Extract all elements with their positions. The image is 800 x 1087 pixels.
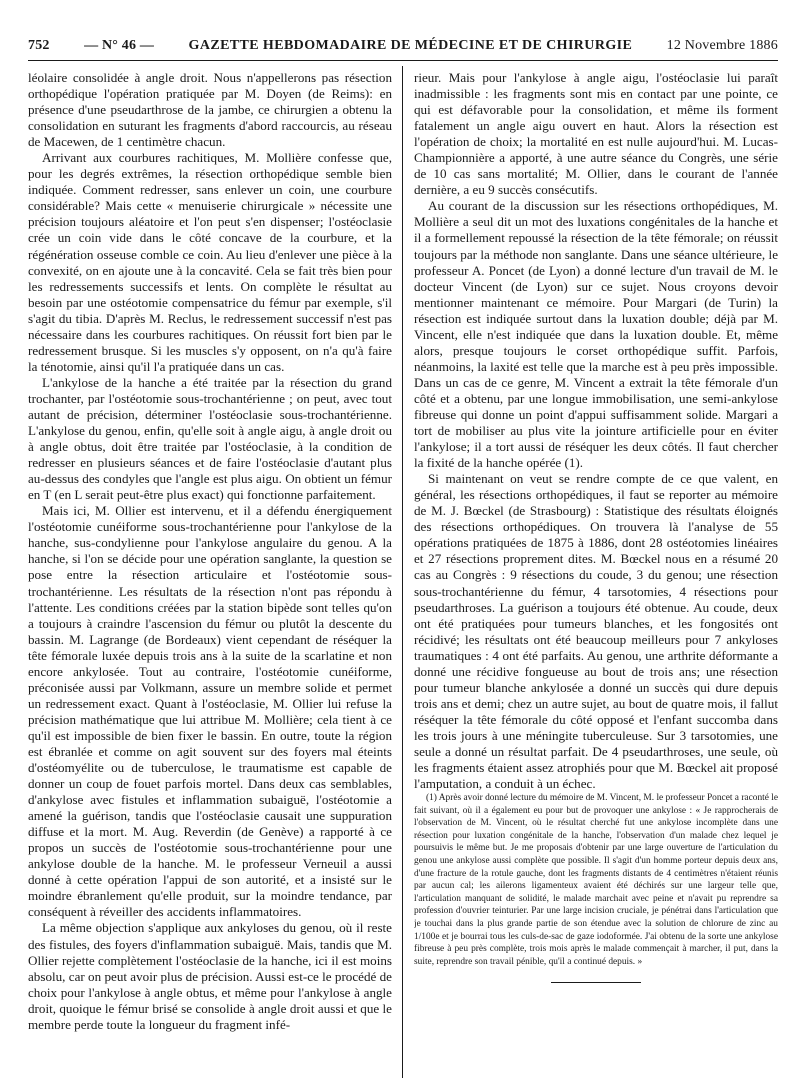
column-divider (402, 66, 403, 1078)
paragraph: La même objection s'applique aux ankyloses du genou, où il reste des fistules, des foyers d'inflammation subaiguë. Mais, tandis que M. Ollier rejette complètement l'ostéoclasie de la hanche, ici il est moins absolu, car on peut avoir plus de précision. Aussi est-ce le procédé de choix pour l'ankylose à angle obtus, et même pour l'ankylose à angle droit, quoique le fémur brisé se consolide à angle droit aussi et que le membre perde toute la longueur du fragment infé- (28, 920, 392, 1032)
right-column (414, 70, 778, 1080)
paragraph: L'ankylose de la hanche a été traitée par la résection du grand trochanter, par l'ostéotomie sous-trochantérienne ; on peut, avec tout autant de précision, déterminer l'ostéoclasie sous-trochantérienne. L'ankylose du genou, enfin, qu'elle soit à angle aigu, à angle droit ou à angle obtus, doit être traitée par l'ostéoclasie, à la condition de redresser en plusieurs séances et de faire l'ostéoclasie d'autant plus au-dessus des condyles que l'angle est plus aigu. On obtient un fémur en T (en L serait peut-être plus exact) qui fonctionne parfaitement. (28, 374, 392, 503)
issue-date: 12 Novembre 1886 (666, 38, 778, 53)
header-rule (28, 60, 778, 61)
paragraph: Au courant de la discussion sur les résections orthopédiques, M. Mollière a seul dit un mot des luxations congénitales de la hanche et il a formellement repoussé la résection de la tête fémorale; on réussit toujours par la méthode non sanglante. Dans une séance ultérieure, le professeur A. Poncet (de Lyon) a donné lecture d'un travail de M. le docteur Vincent (de Lyon) sur ce sujet. Nous croyons devoir mentionner maintenant ce mémoire. Pour Margari (de Turin) la résection est indiquée surtout dans la luxation double; déjà par M. Vincent, elle n'est indiquée que dans la luxation double. Et, même alors, presque toujours le corset orthopédique suffit. Parfois, néanmoins, la laxité est telle que la marche est à peu près impossible. Dans un cas de ce genre, M. Vincent a extrait la tête fémorale d'un côté et a obtenu, par une longue immobilisation, une semi-ankylose fibreuse qui donne un point d'appui suffisamment solide. Margari a tort de mobiliser au plus vite la jointure artificielle pour en éviter l'ankylose; il a tort aussi de réséquer les deux côtés. Il faut chercher la fixité de la hanche opérée (1). (414, 198, 778, 471)
page-number: 752 (28, 38, 50, 53)
paragraph: Arrivant aux courbures rachitiques, M. Mollière confesse que, pour les degrés extrêmes, la résection orthopédique semble bien indiquée. Comment redresser, sans enlever un coin, une courbure considérable? Mais cette « menuiserie chirurgicale » nécessite une précision toujours aléatoire et l'on peut s'en dispenser; l'ostéoclasie crée un coin vide dans le côté concave de la courbure, et la régénération osseuse comble ce coin. Au lieu d'enlever une pièce à la convexité, on en ajoute une à la concavité. Cela se fait très bien pour les redressements successifs et lents. On complète le résultat au besoin par une ostéotomie compensatrice du fémur par exemple, s'il s'agit du tibia. D'après M. Reclus, le redressement successif n'est pas nécessaire dans les courbures rachitiques. On réussit fort bien par le redressement brusque. Si les muscles s'y opposent, on n'a qu'à faire la ténotomie, ainsi qu'il l'a pratiquée dans un cas. (28, 150, 392, 374)
paragraph: Si maintenant on veut se rendre compte de ce que valent, en général, les résections orthopédiques, il faut se reporter au mémoire de M. J. Bœckel (de Strasbourg) : Statistique des résultats éloignés des résections orthopédiques. On trouvera là l'analyse de 55 opérations pratiquées de 1875 à 1886, dont 28 ostéotomies linéaires et 27 résections proprement dites. M. Bœckel nous en a résumé 20 cas au Congrès : 9 résections du coude, 3 du genou; une résection sous-trochantérienne du fémur, 4 tarsotomies, 4 résections pour pseudarthroses. La guérison a toujours été obtenue. Au coude, deux ont été pratiquées pour tumeurs blanches, et les fongosités ont récidivé; les résultats ont été beaucoup meilleurs pour 7 ankyloses traumatiques : 4 ont été parfaits. Au genou, une arthrite déformante a donné une récidive fongueuse au bout de trois ans; une résection pour tumeur blanche ankylosée a donné un succès qui dure depuis trois ans et demi; chez un autre sujet, au bout de quatre mois, il fallut réséquer la tête fémorale du côté opposé et l'enfant succomba dans les trois jours à une méningite tuberculeuse. Sur 3 tarsotomies, une seule a donné un résultat parfait. De 4 pseudarthroses, une seule, où les fragments étaient assez atrophiés pour que M. Bœckel ait proposé l'amputation, a conduit à un échec. (414, 471, 778, 792)
page-header (28, 38, 778, 54)
left-column (28, 70, 392, 1080)
journal-title: GAZETTE HEBDOMADAIRE DE MÉDECINE ET DE CHIRURGIE (188, 38, 633, 53)
footnote-end-rule (551, 982, 641, 983)
paragraph: léolaire consolidée à angle droit. Nous n'appellerons pas résection orthopédique l'opération pratiquée par M. Doyen (de Reims): en présence d'une pseudarthrose de la jambe, ce chirurgien a obtenu la consolidation en suturant les fragments d'abord raccourcis, au réseau de Macewen, de 1 centimètre chacun. (28, 70, 392, 150)
paragraph: rieur. Mais pour l'ankylose à angle aigu, l'ostéoclasie lui paraît inadmissible : les fragments sont mis en contact par une pointe, ce qui est défavorable pour la consolidation, et même ils forment fatalement un angle aigu ouvert en haut. Alors la résection est l'opération de choix; la mortalité en est nulle aujourd'hui. M. Lucas-Championnière a apporté, à une autre séance du Congrès, une série de 10 cas sans mortalité; M. Ollier, dans le courant de l'année dernière, a eu 9 succès consécutifs. (414, 70, 778, 198)
issue-number: — N° 46 — (84, 38, 155, 53)
footnote: (1) Après avoir donné lecture du mémoire de M. Vincent, M. le professeur Poncet a raconté le fait suivant, où il a également eu pour but de provoquer une ankylose : « Je rapprocherais de l'observation de M. Vincent, où le résultat cherché fut une ankylose incomplète dans une résection pour luxation congénitale de la hanche, l'observation d'un malade chez lequel je poursuivis le même but. Je me proposais d'obtenir par une large ouverture de l'articulation du genou une ankylose aussi complète que possible. Il s'agit d'un homme porteur depuis deux ans, d'une fracture de la rotule gauche, dont les fragments distants de 4 centimètres n'étaient réunis par aucun cal; les ailerons ligamenteux avaient été déchirés sur une largeur telle que, l'articulation manquant de solidité, le malade marchait avec peine et n'avait pu reprendre sa profession d'ouvrier teinturier. Par une large incision cruciale, je pénétrai dans l'articulation que je touchai dans la plus grande partie de son étendue avec la solution de chlorure de zinc au 1/100e et je bourrai tous les culs-de-sac de gaze iodoformée. J'ai obtenu de la sorte une ankylose fibreuse à peu près complète, trois mois après le malade commençait à marcher, il put, dans la suite, reprendre son travail pénible, qu'il a continué depuis. » (414, 793, 778, 967)
paragraph: Mais ici, M. Ollier est intervenu, et il a défendu énergiquement l'ostéotomie cunéiforme sous-trochantérienne pour l'ankylose de la hanche, sus-condylienne pour l'ankylose angulaire du genou. A la hanche, si l'on se décide pour une opération sanglante, la question se pose entre la résection articulaire et l'ostéotomie sous-trochantérienne. Les résultats de la résection n'ont pas répondu à l'attente. Les conditions créées par la station bipède sont telles qu'on a toujours à craindre l'ascension du fémur ou plutôt la descente du bassin. M. Lagrange (de Bordeaux) vient cependant de réséquer la tête fémorale luxée depuis trois ans à la suite de la scarlatine et non encore ankylosée. Tout au contraire, l'ostéotomie cunéiforme, préconisée aussi par Volkmann, assure un membre solide et permet un redressement exact. Quant à l'ostéoclasie, M. Ollier lui refuse la précision mathématique que lui attribue M. Mollière; cela tient à ce qu'il est impossible de bien fixer le bassin. En outre, toute la région est ébranlée et comme on agit souvent sur des foyers mal éteints d'ostéomyélite ou de tuberculose, le traumatisme est capable de donner un coup de fouet parfois mortel. Dans deux cas semblables, d'ankylose avec fistules et inflammation subaiguë, l'ostéotomie a amené la guérison, tandis que l'ostéoclasie causait une suppuration diffuse et la mort. M. Aug. Reverdin (de Genève) a rapporté à ce propos un succès de l'ostéotomie sous-trochantérienne pour une ankylose double de la hanche. M. le professeur Verneuil a aussi donné à cette opération l'appui de son autorité, et a insisté sur le moindre ébranlement qu'elle produit, sur la moindre tendance, par conséquent à réveiller des accidents inflammatoires. (28, 503, 392, 920)
